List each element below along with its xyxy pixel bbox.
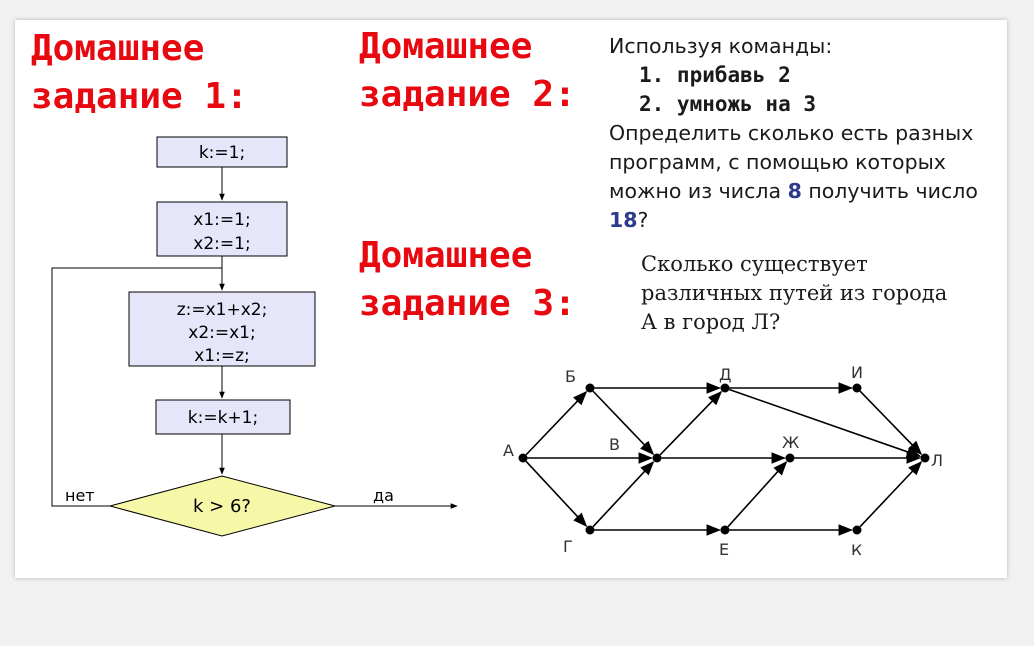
- graph-node-l: [921, 454, 930, 463]
- graph-edge: [660, 392, 721, 455]
- hw2-command-2: 2. умножь на 3: [639, 92, 817, 116]
- graph-edge: [860, 391, 921, 454]
- flow-block-init-k-text: k:=1;: [198, 143, 246, 163]
- graph-node-v: [653, 454, 662, 463]
- hw3-question: Сколько существует различных путей из города А в город Л?: [641, 252, 948, 334]
- hw2-task-text: [609, 32, 989, 235]
- graph-node-label-i: И: [851, 363, 863, 382]
- flow-no-label: нет: [65, 486, 95, 505]
- graph-node-label-g: Г: [563, 537, 573, 555]
- hw3-title-line2: задание 3:: [359, 283, 576, 324]
- graph-node-b: [586, 384, 595, 393]
- graph-edge: [728, 462, 786, 527]
- graph-node-label-v: В: [609, 435, 620, 454]
- hw2-command-1: 1. прибавь 2: [639, 63, 791, 87]
- hw2-question: [609, 119, 989, 235]
- flowchart: [35, 130, 475, 550]
- flow-block-loop-line2: x2:=x1;: [188, 323, 256, 343]
- graph-node-e: [721, 526, 730, 535]
- hw1-title-line2: задание 1:: [31, 76, 248, 117]
- graph-edge: [593, 462, 653, 527]
- flow-block-loop-line1: z:=x1+x2;: [176, 300, 268, 320]
- graph-node-label-b: Б: [565, 367, 576, 386]
- graph-node-label-k: К: [851, 541, 863, 555]
- flow-block-loop-line3: x1:=z;: [194, 346, 250, 366]
- hw3-title-line1: Домашнее: [359, 235, 533, 276]
- graph-edge: [593, 391, 653, 454]
- graph-edge: [526, 461, 586, 526]
- hw2-to-number: 18: [609, 208, 638, 232]
- hw2-question-part3: ?: [637, 208, 649, 232]
- graph-node-label-d: Д: [719, 365, 732, 384]
- flow-block-increment-text: k:=k+1;: [187, 408, 259, 428]
- graph-node-d: [721, 384, 730, 393]
- hw2-from-number: 8: [787, 179, 802, 203]
- graph-node-label-e: Е: [719, 540, 730, 555]
- graph-node-zh: [786, 454, 795, 463]
- hw2-title: [359, 23, 576, 119]
- city-graph: [475, 345, 965, 555]
- flow-block-init-x-line1: x1:=1;: [193, 210, 251, 230]
- hw2-question-part2: получить число: [801, 179, 978, 203]
- hw1-title: [31, 25, 248, 121]
- slide: [15, 20, 1007, 578]
- graph-node-g: [586, 526, 595, 535]
- hw2-title-line1: Домашнее: [359, 26, 533, 67]
- flow-block-init-x-line2: x2:=1;: [193, 234, 251, 254]
- hw2-title-line2: задание 2:: [359, 74, 576, 115]
- hw2-intro: Используя команды:: [609, 34, 833, 58]
- graph-node-i: [853, 384, 862, 393]
- graph-node-label-zh: Ж: [782, 433, 800, 452]
- hw1-title-line1: Домашнее: [31, 28, 205, 69]
- graph-node-label-l: Л: [931, 451, 944, 470]
- flow-condition-text: k > 6?: [193, 496, 251, 517]
- graph-node-label-a: А: [503, 441, 514, 460]
- graph-node-k: [853, 526, 862, 535]
- graph-edge: [860, 462, 921, 527]
- hw2-question-part1: Определить сколько есть разных программ, с помощью которых можно из числа: [609, 121, 974, 203]
- graph-edge: [526, 392, 586, 455]
- flow-yes-label: да: [373, 486, 394, 505]
- graph-node-a: [519, 454, 528, 463]
